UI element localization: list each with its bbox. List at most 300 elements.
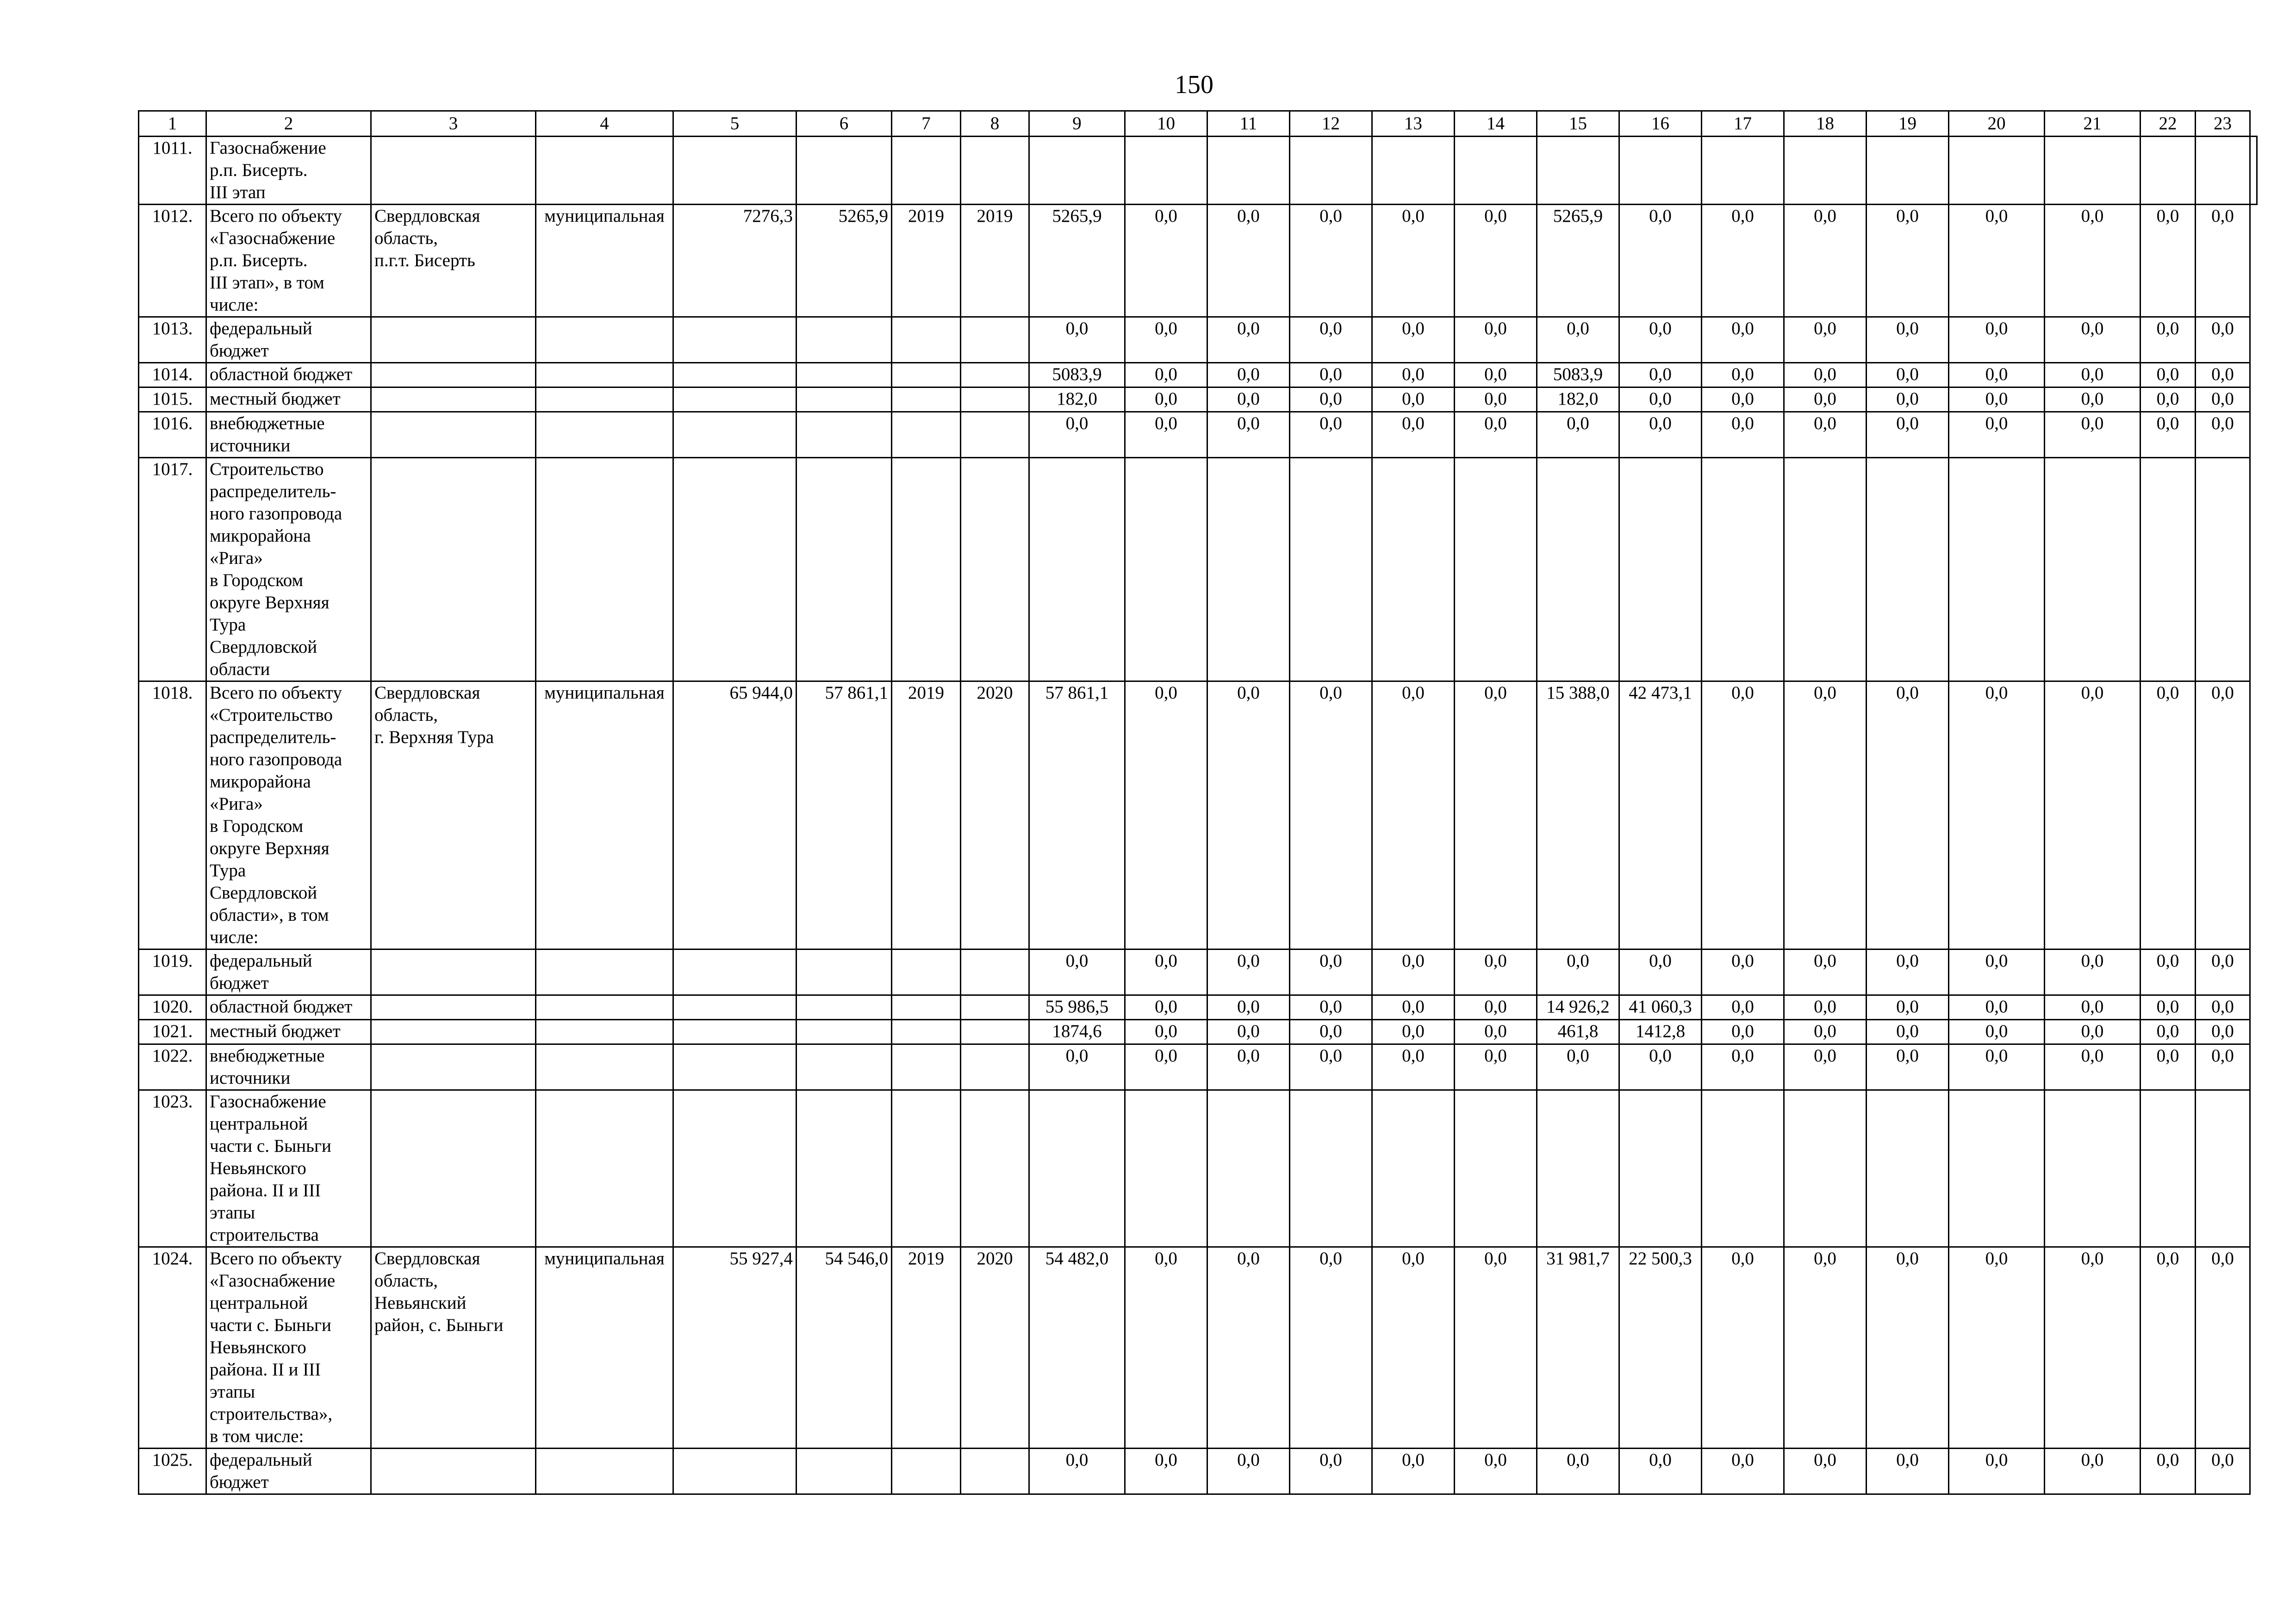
value-cell-13 (1372, 1090, 1455, 1247)
location (371, 412, 536, 458)
header-cell-7: 7 (892, 111, 961, 137)
header-row (139, 111, 2257, 137)
value-cell-18: 0,0 (1784, 1247, 1867, 1449)
value-cell-21: 0,0 (2045, 1247, 2140, 1449)
value-cell-16 (1619, 1090, 1702, 1247)
value-cell-23 (2196, 137, 2250, 205)
estimated-cost (673, 137, 796, 205)
value-cell-12: 0,0 (1290, 1449, 1372, 1494)
remaining-cost (796, 995, 892, 1020)
value-cell-17: 0,0 (1702, 1044, 1784, 1090)
ownership-type: муниципальная (536, 1247, 673, 1449)
value-cell-17: 0,0 (1702, 1020, 1784, 1044)
value-cell-12: 0,0 (1290, 995, 1372, 1020)
table-row (139, 363, 2257, 387)
value-cell-20: 0,0 (1949, 949, 2045, 995)
table-row (139, 995, 2257, 1020)
value-cell-21: 0,0 (2045, 995, 2140, 1020)
estimated-cost (673, 412, 796, 458)
value-cell-20: 0,0 (1949, 363, 2045, 387)
value-cell-23 (2196, 458, 2250, 681)
value-cell-22: 0,0 (2140, 681, 2196, 949)
value-cell-11: 0,0 (1207, 995, 1290, 1020)
value-cell-18: 0,0 (1784, 995, 1867, 1020)
ownership-type (536, 363, 673, 387)
value-cell-16: 0,0 (1619, 363, 1702, 387)
start-year (892, 949, 961, 995)
start-year (892, 387, 961, 412)
row-number: 1016. (139, 412, 206, 458)
value-cell-16: 22 500,3 (1619, 1247, 1702, 1449)
value-cell-9 (1029, 137, 1125, 205)
value-cell-11: 0,0 (1207, 1449, 1290, 1494)
row-number: 1022. (139, 1044, 206, 1090)
value-cell-12: 0,0 (1290, 317, 1372, 363)
value-cell-21: 0,0 (2045, 949, 2140, 995)
value-cell-21: 0,0 (2045, 317, 2140, 363)
table-row (139, 1449, 2257, 1494)
value-cell-17 (1702, 1090, 1784, 1247)
location (371, 387, 536, 412)
header-cell-12: 12 (1290, 111, 1372, 137)
row-number: 1024. (139, 1247, 206, 1449)
value-cell-15 (1537, 1090, 1619, 1247)
object-name: областной бюджет (206, 995, 371, 1020)
value-cell-10: 0,0 (1125, 363, 1207, 387)
estimated-cost: 7276,3 (673, 205, 796, 317)
location (371, 949, 536, 995)
header-cell-14: 14 (1455, 111, 1537, 137)
location (371, 137, 536, 205)
object-name: внебюджетные источники (206, 1044, 371, 1090)
value-cell-17: 0,0 (1702, 412, 1784, 458)
value-cell-9: 0,0 (1029, 1449, 1125, 1494)
value-cell-19: 0,0 (1867, 949, 1949, 995)
value-cell-13: 0,0 (1372, 949, 1455, 995)
estimated-cost (673, 458, 796, 681)
value-cell-13 (1372, 458, 1455, 681)
object-name: Всего по объекту «Газоснабжение центральной части с. Быньги Невьянского района. II и III этапы строительства», в том числе: (206, 1247, 371, 1449)
value-cell-18: 0,0 (1784, 949, 1867, 995)
remaining-cost (796, 458, 892, 681)
value-cell-19: 0,0 (1867, 1247, 1949, 1449)
value-cell-13: 0,0 (1372, 363, 1455, 387)
value-cell-10: 0,0 (1125, 681, 1207, 949)
object-name: внебюджетные источники (206, 412, 371, 458)
ownership-type (536, 949, 673, 995)
value-cell-16: 1412,8 (1619, 1020, 1702, 1044)
object-name: федеральный бюджет (206, 949, 371, 995)
page-number: 150 (1175, 70, 1213, 99)
remaining-cost: 57 861,1 (796, 681, 892, 949)
start-year (892, 1020, 961, 1044)
value-cell-21 (2045, 1090, 2140, 1247)
value-cell-23: 0,0 (2196, 1044, 2250, 1090)
end-year (961, 995, 1029, 1020)
value-cell-20: 0,0 (1949, 681, 2045, 949)
value-cell-21: 0,0 (2045, 387, 2140, 412)
value-cell-9: 55 986,5 (1029, 995, 1125, 1020)
header-cell-20: 20 (1949, 111, 2045, 137)
value-cell-19: 0,0 (1867, 1044, 1949, 1090)
value-cell-19: 0,0 (1867, 995, 1949, 1020)
data-table (138, 110, 2258, 1495)
row-number: 1012. (139, 205, 206, 317)
table-row (139, 1247, 2257, 1449)
value-cell-16: 0,0 (1619, 949, 1702, 995)
ownership-type (536, 1044, 673, 1090)
value-cell-23 (2196, 1090, 2250, 1247)
table-row (139, 205, 2257, 317)
ownership-type: муниципальная (536, 681, 673, 949)
value-cell-13: 0,0 (1372, 995, 1455, 1020)
value-cell-15: 182,0 (1537, 387, 1619, 412)
estimated-cost: 65 944,0 (673, 681, 796, 949)
end-year: 2019 (961, 205, 1029, 317)
value-cell-17: 0,0 (1702, 205, 1784, 317)
row-number: 1020. (139, 995, 206, 1020)
header-cell-1: 1 (139, 111, 206, 137)
value-cell-11: 0,0 (1207, 317, 1290, 363)
value-cell-20: 0,0 (1949, 995, 2045, 1020)
value-cell-13: 0,0 (1372, 1449, 1455, 1494)
end-year (961, 1090, 1029, 1247)
value-cell-11: 0,0 (1207, 1020, 1290, 1044)
value-cell-16 (1619, 458, 1702, 681)
value-cell-19: 0,0 (1867, 681, 1949, 949)
value-cell-21: 0,0 (2045, 681, 2140, 949)
start-year (892, 363, 961, 387)
value-cell-22: 0,0 (2140, 1020, 2196, 1044)
value-cell-19: 0,0 (1867, 363, 1949, 387)
estimated-cost (673, 363, 796, 387)
ownership-type: муниципальная (536, 205, 673, 317)
value-cell-15 (1537, 137, 1619, 205)
value-cell-14: 0,0 (1455, 317, 1537, 363)
value-cell-10 (1125, 137, 1207, 205)
value-cell-18: 0,0 (1784, 1044, 1867, 1090)
header-cell-22: 22 (2140, 111, 2196, 137)
header-cell-11: 11 (1207, 111, 1290, 137)
value-cell-14: 0,0 (1455, 363, 1537, 387)
table-row (139, 949, 2257, 995)
object-name: Газоснабжение центральной части с. Быньги Невьянского района. II и III этапы строительства (206, 1090, 371, 1247)
value-cell-22: 0,0 (2140, 949, 2196, 995)
ownership-type (536, 1020, 673, 1044)
table-row (139, 412, 2257, 458)
table-row (139, 681, 2257, 949)
start-year (892, 1090, 961, 1247)
value-cell-13: 0,0 (1372, 681, 1455, 949)
value-cell-14 (1455, 458, 1537, 681)
header-cell-19: 19 (1867, 111, 1949, 137)
value-cell-22: 0,0 (2140, 995, 2196, 1020)
end-year (961, 363, 1029, 387)
value-cell-23: 0,0 (2196, 205, 2250, 317)
value-cell-23: 0,0 (2196, 949, 2250, 995)
value-cell-17: 0,0 (1702, 387, 1784, 412)
value-cell-9: 0,0 (1029, 317, 1125, 363)
value-cell-9: 0,0 (1029, 412, 1125, 458)
value-cell-19 (1867, 458, 1949, 681)
location (371, 363, 536, 387)
value-cell-12: 0,0 (1290, 412, 1372, 458)
object-name: местный бюджет (206, 1020, 371, 1044)
value-cell-22: 0,0 (2140, 363, 2196, 387)
end-year: 2020 (961, 1247, 1029, 1449)
value-cell-20: 0,0 (1949, 1247, 2045, 1449)
value-cell-22: 0,0 (2140, 1449, 2196, 1494)
ownership-type (536, 317, 673, 363)
object-name: федеральный бюджет (206, 317, 371, 363)
value-cell-18: 0,0 (1784, 317, 1867, 363)
value-cell-17 (1702, 137, 1784, 205)
value-cell-13: 0,0 (1372, 387, 1455, 412)
value-cell-20: 0,0 (1949, 1044, 2045, 1090)
value-cell-9 (1029, 1090, 1125, 1247)
value-cell-9: 182,0 (1029, 387, 1125, 412)
row-number: 1025. (139, 1449, 206, 1494)
value-cell-19: 0,0 (1867, 317, 1949, 363)
value-cell-22: 0,0 (2140, 1247, 2196, 1449)
value-cell-14: 0,0 (1455, 412, 1537, 458)
start-year (892, 995, 961, 1020)
end-year (961, 317, 1029, 363)
value-cell-11: 0,0 (1207, 205, 1290, 317)
row-number: 1018. (139, 681, 206, 949)
end-year (961, 387, 1029, 412)
value-cell-13: 0,0 (1372, 1044, 1455, 1090)
start-year (892, 317, 961, 363)
remaining-cost (796, 387, 892, 412)
value-cell-10: 0,0 (1125, 1020, 1207, 1044)
end-year: 2020 (961, 681, 1029, 949)
header-cell-18: 18 (1784, 111, 1867, 137)
ownership-type (536, 412, 673, 458)
header-cell-4: 4 (536, 111, 673, 137)
table-row (139, 317, 2257, 363)
table-row (139, 1090, 2257, 1247)
value-cell-20: 0,0 (1949, 1020, 2045, 1044)
table-row (139, 137, 2257, 205)
header-cell-17: 17 (1702, 111, 1784, 137)
value-cell-10: 0,0 (1125, 387, 1207, 412)
value-cell-9: 0,0 (1029, 949, 1125, 995)
value-cell-16: 41 060,3 (1619, 995, 1702, 1020)
value-cell-19 (1867, 137, 1949, 205)
remaining-cost (796, 1020, 892, 1044)
value-cell-13: 0,0 (1372, 205, 1455, 317)
value-cell-14: 0,0 (1455, 949, 1537, 995)
value-cell-9: 54 482,0 (1029, 1247, 1125, 1449)
value-cell-19: 0,0 (1867, 1020, 1949, 1044)
value-cell-10: 0,0 (1125, 317, 1207, 363)
value-cell-10: 0,0 (1125, 205, 1207, 317)
ownership-type (536, 387, 673, 412)
start-year: 2019 (892, 681, 961, 949)
value-cell-9 (1029, 458, 1125, 681)
header-cell-15: 15 (1537, 111, 1619, 137)
remaining-cost: 54 546,0 (796, 1247, 892, 1449)
remaining-cost (796, 412, 892, 458)
value-cell-13 (1372, 137, 1455, 205)
estimated-cost (673, 387, 796, 412)
value-cell-18: 0,0 (1784, 1020, 1867, 1044)
value-cell-23: 0,0 (2196, 1449, 2250, 1494)
value-cell-9: 5265,9 (1029, 205, 1125, 317)
value-cell-13: 0,0 (1372, 412, 1455, 458)
value-cell-17: 0,0 (1702, 681, 1784, 949)
value-cell-21: 0,0 (2045, 205, 2140, 317)
value-cell-11: 0,0 (1207, 1247, 1290, 1449)
value-cell-22: 0,0 (2140, 387, 2196, 412)
estimated-cost (673, 1044, 796, 1090)
value-cell-20 (1949, 1090, 2045, 1247)
value-cell-22: 0,0 (2140, 317, 2196, 363)
remaining-cost (796, 317, 892, 363)
value-cell-11: 0,0 (1207, 681, 1290, 949)
location (371, 317, 536, 363)
value-cell-21: 0,0 (2045, 412, 2140, 458)
value-cell-23: 0,0 (2196, 1020, 2250, 1044)
value-cell-21: 0,0 (2045, 1020, 2140, 1044)
header-cell-8: 8 (961, 111, 1029, 137)
value-cell-14: 0,0 (1455, 205, 1537, 317)
start-year (892, 1449, 961, 1494)
location (371, 995, 536, 1020)
end-year (961, 1449, 1029, 1494)
value-cell-16: 0,0 (1619, 412, 1702, 458)
estimated-cost (673, 1090, 796, 1247)
value-cell-12: 0,0 (1290, 1247, 1372, 1449)
value-cell-10: 0,0 (1125, 1044, 1207, 1090)
location (371, 458, 536, 681)
value-cell-15: 31 981,7 (1537, 1247, 1619, 1449)
end-year (961, 137, 1029, 205)
start-year: 2019 (892, 1247, 961, 1449)
value-cell-14: 0,0 (1455, 1247, 1537, 1449)
value-cell-10 (1125, 458, 1207, 681)
table-row (139, 1044, 2257, 1090)
value-cell-10: 0,0 (1125, 949, 1207, 995)
value-cell-11 (1207, 458, 1290, 681)
value-cell-11: 0,0 (1207, 363, 1290, 387)
object-name: Всего по объекту «Газоснабжение р.п. Бисерть. III этап», в том числе: (206, 205, 371, 317)
value-cell-19: 0,0 (1867, 387, 1949, 412)
value-cell-16 (1619, 137, 1702, 205)
value-cell-14: 0,0 (1455, 1449, 1537, 1494)
value-cell-20: 0,0 (1949, 412, 2045, 458)
header-cell-5: 5 (673, 111, 796, 137)
row-number: 1019. (139, 949, 206, 995)
location (371, 1449, 536, 1494)
value-cell-20: 0,0 (1949, 317, 2045, 363)
header-cell-23: 23 (2196, 111, 2250, 137)
header-cell-3: 3 (371, 111, 536, 137)
value-cell-15: 461,8 (1537, 1020, 1619, 1044)
value-cell-12: 0,0 (1290, 387, 1372, 412)
value-cell-9: 1874,6 (1029, 1020, 1125, 1044)
value-cell-23: 0,0 (2196, 363, 2250, 387)
value-cell-12 (1290, 458, 1372, 681)
header-cell-21: 21 (2045, 111, 2140, 137)
start-year (892, 137, 961, 205)
estimated-cost (673, 949, 796, 995)
value-cell-22: 0,0 (2140, 1044, 2196, 1090)
value-cell-14: 0,0 (1455, 387, 1537, 412)
value-cell-22: 0,0 (2140, 412, 2196, 458)
end-year (961, 949, 1029, 995)
value-cell-12: 0,0 (1290, 681, 1372, 949)
value-cell-19: 0,0 (1867, 412, 1949, 458)
value-cell-10: 0,0 (1125, 1247, 1207, 1449)
value-cell-23: 0,0 (2196, 681, 2250, 949)
value-cell-15: 14 926,2 (1537, 995, 1619, 1020)
value-cell-17: 0,0 (1702, 317, 1784, 363)
value-cell-18: 0,0 (1784, 1449, 1867, 1494)
value-cell-12: 0,0 (1290, 363, 1372, 387)
value-cell-18: 0,0 (1784, 412, 1867, 458)
value-cell-21: 0,0 (2045, 1044, 2140, 1090)
value-cell-15: 0,0 (1537, 412, 1619, 458)
value-cell-16: 0,0 (1619, 205, 1702, 317)
object-name: Строительство распределитель- ного газопровода микрорайона «Рига» в Городском округе Верхняя Тура Свердловской области (206, 458, 371, 681)
value-cell-17: 0,0 (1702, 1449, 1784, 1494)
value-cell-21: 0,0 (2045, 363, 2140, 387)
location: Свердловская область, г. Верхняя Тура (371, 681, 536, 949)
value-cell-18: 0,0 (1784, 205, 1867, 317)
value-cell-15: 0,0 (1537, 949, 1619, 995)
value-cell-17: 0,0 (1702, 1247, 1784, 1449)
value-cell-15: 0,0 (1537, 1044, 1619, 1090)
object-name: Всего по объекту «Строительство распределитель- ного газопровода микрорайона «Рига» в Городском округе Верхняя Тура Свердловской области», в том числе: (206, 681, 371, 949)
value-cell-16: 0,0 (1619, 317, 1702, 363)
header-cell-16: 16 (1619, 111, 1702, 137)
value-cell-22 (2140, 1090, 2196, 1247)
value-cell-19: 0,0 (1867, 205, 1949, 317)
value-cell-18: 0,0 (1784, 363, 1867, 387)
value-cell-14: 0,0 (1455, 1044, 1537, 1090)
value-cell-20 (1949, 137, 2045, 205)
row-number: 1011. (139, 137, 206, 205)
value-cell-20: 0,0 (1949, 1449, 2045, 1494)
value-cell-21 (2045, 137, 2140, 205)
value-cell-23: 0,0 (2196, 1247, 2250, 1449)
remaining-cost (796, 137, 892, 205)
value-cell-9: 5083,9 (1029, 363, 1125, 387)
value-cell-10: 0,0 (1125, 995, 1207, 1020)
value-cell-18 (1784, 137, 1867, 205)
table-row (139, 1020, 2257, 1044)
row-number: 1014. (139, 363, 206, 387)
value-cell-22 (2140, 458, 2196, 681)
value-cell-21: 0,0 (2045, 1449, 2140, 1494)
value-cell-11: 0,0 (1207, 387, 1290, 412)
value-cell-16: 0,0 (1619, 1044, 1702, 1090)
object-name: федеральный бюджет (206, 1449, 371, 1494)
value-cell-11 (1207, 137, 1290, 205)
value-cell-11 (1207, 1090, 1290, 1247)
object-name: Газоснабжение р.п. Бисерть. III этап (206, 137, 371, 205)
end-year (961, 1020, 1029, 1044)
value-cell-18: 0,0 (1784, 681, 1867, 949)
value-cell-17: 0,0 (1702, 995, 1784, 1020)
start-year (892, 458, 961, 681)
ownership-type (536, 1449, 673, 1494)
ownership-type (536, 137, 673, 205)
table-row (139, 387, 2257, 412)
header-cell-2: 2 (206, 111, 371, 137)
